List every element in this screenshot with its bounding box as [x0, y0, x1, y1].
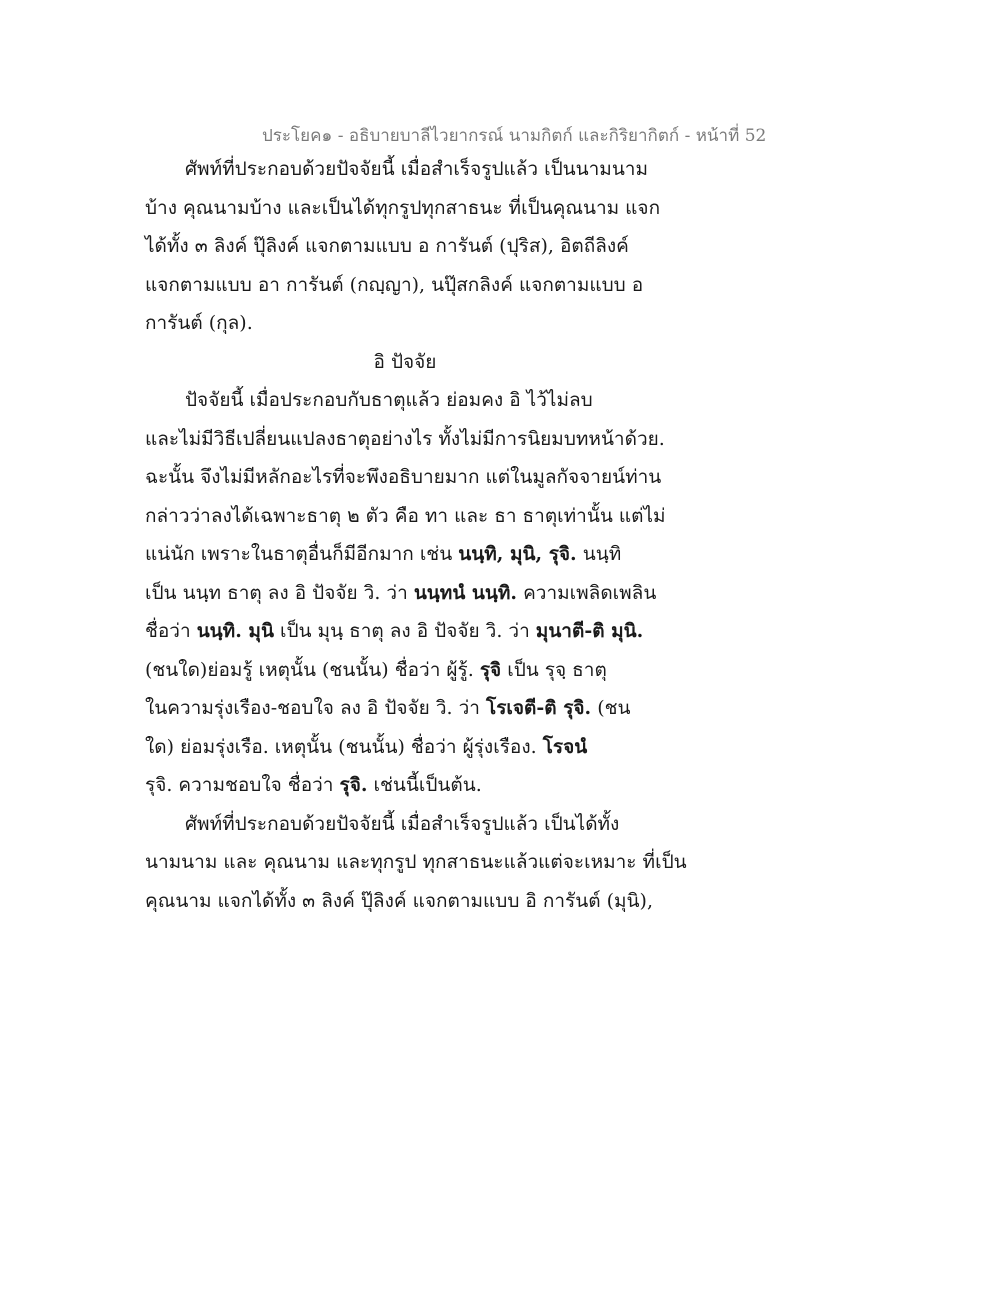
text-line: [145, 651, 705, 690]
text-line: คุณนาม แจกได้ทั้ง ๓ ลิงค์ ปุ๊ลิงค์ แจกตามแบบ อิ การันต์ (มุนิ),: [145, 889, 653, 912]
text-span: แน่นัก เพราะในธาตุอื่นก็มีอีกมาก เช่น: [145, 543, 459, 565]
text-span: (ชน: [591, 697, 631, 719]
text-line: ฉะนั้น จึงไม่มีหลักอะไรที่จะพึงอธิบายมาก แต่ในมูลกัจจายน์ท่าน: [145, 466, 662, 488]
text-line: แจกตามแบบ อา การันต์ (กญฺญา), นปุ๊สกลิงค์ แจกตามแบบ อ: [145, 273, 644, 296]
text-span: เป็น รุจฺ ธาตุ: [501, 658, 607, 681]
text-span: ชื่อว่า: [145, 620, 197, 642]
pali-term: โรจนํ: [542, 735, 588, 758]
text-line: ได้ทั้ง ๓ ลิงค์ ปุ๊ลิงค์ แจกตามแบบ อ การันต์ (ปุริส), อิตถีลิงค์: [145, 235, 629, 257]
text-span: เป็น นนฺท ธาตุ ลง อิ ปัจจัย วิ. ว่า: [145, 581, 414, 604]
paragraph-3: [145, 805, 705, 921]
section-heading: อิ ปัจจัย: [373, 350, 437, 373]
pali-term: นนฺทนํ นนฺทิ.: [413, 581, 518, 604]
text-line: และไม่มีวิธีเปลี่ยนแปลงธาตุอย่างไร ทั้งไม่มีการนิยมบทหน้าด้วย.: [145, 427, 665, 450]
page-body: [145, 150, 705, 920]
text-line: บ้าง คุณนามบ้าง และเป็นได้ทุกรูปทุกสาธนะ ที่เป็นคุณนาม แจก: [145, 196, 661, 219]
text-line: ศัพท์ที่ประกอบด้วยปัจจัยนี้ เมื่อสำเร็จรูปแล้ว เป็นได้ทั้ง: [185, 812, 620, 835]
pali-term: นนฺทิ. มุนิ: [196, 620, 274, 642]
text-line: [145, 535, 705, 574]
text-line: ปัจจัยนี้ เมื่อประกอบกับธาตุแล้ว ย่อมคง อิ ไว้ไม่ลบ: [185, 389, 593, 411]
text-line: [145, 728, 705, 767]
text-span: รุจิ. ความชอบใจ ชื่อว่า: [145, 774, 340, 796]
text-line: กล่าวว่าลงได้เฉพาะธาตุ ๒ ตัว คือ ทา และ ธา ธาตุเท่านั้น แต่ไม่: [145, 504, 666, 527]
text-span: เช่นนี้เป็นต้น.: [367, 774, 482, 796]
text-line: [145, 766, 705, 805]
page-header: ประโยค๑ - อธิบายบาลีไวยากรณ์ นามกิตก์ และกิริยากิตก์ - หน้าที่ 52: [262, 126, 767, 146]
pali-term: โรเจตี-ติ รุจิ.: [485, 697, 592, 719]
text-line: [145, 689, 705, 728]
text-span: เป็น มุนฺ ธาตุ ลง อิ ปัจจัย วิ. ว่า: [273, 620, 536, 642]
pali-term: นนฺทิ, มุนิ, รุจิ.: [458, 543, 577, 565]
paragraph-1: [145, 150, 705, 343]
paragraph-2: [145, 381, 705, 805]
text-line: [145, 612, 705, 651]
text-span: ใด) ย่อมรุ่งเรือ. เหตุนั้น (ชนนั้น) ชื่อว่า ผู้รุ่งเรือง.: [145, 735, 543, 758]
text-line: ศัพท์ที่ประกอบด้วยปัจจัยนี้ เมื่อสำเร็จรูปแล้ว เป็นนามนาม: [185, 158, 649, 180]
text-line: การันต์ (กุล).: [145, 312, 253, 334]
text-span: (ชนใด)ย่อมรู้ เหตุนั้น (ชนนั้น) ชื่อว่า ผู้รู้.: [145, 658, 480, 681]
pali-term: รุจิ: [479, 658, 502, 681]
text-span: ความเพลิดเพลิน: [517, 581, 657, 604]
text-line: นามนาม และ คุณนาม และทุกรูป ทุกสาธนะแล้วแต่จะเหมาะ ที่เป็น: [145, 851, 687, 873]
text-span: นนฺทิ: [576, 543, 622, 565]
pali-term: มุนาตี-ติ มุนิ.: [535, 620, 644, 642]
pali-term: รุจิ.: [339, 774, 368, 796]
text-line: [145, 574, 705, 613]
text-span: ในความรุ่งเรือง-ชอบใจ ลง อิ ปัจจัย วิ. ว่า: [145, 697, 486, 719]
